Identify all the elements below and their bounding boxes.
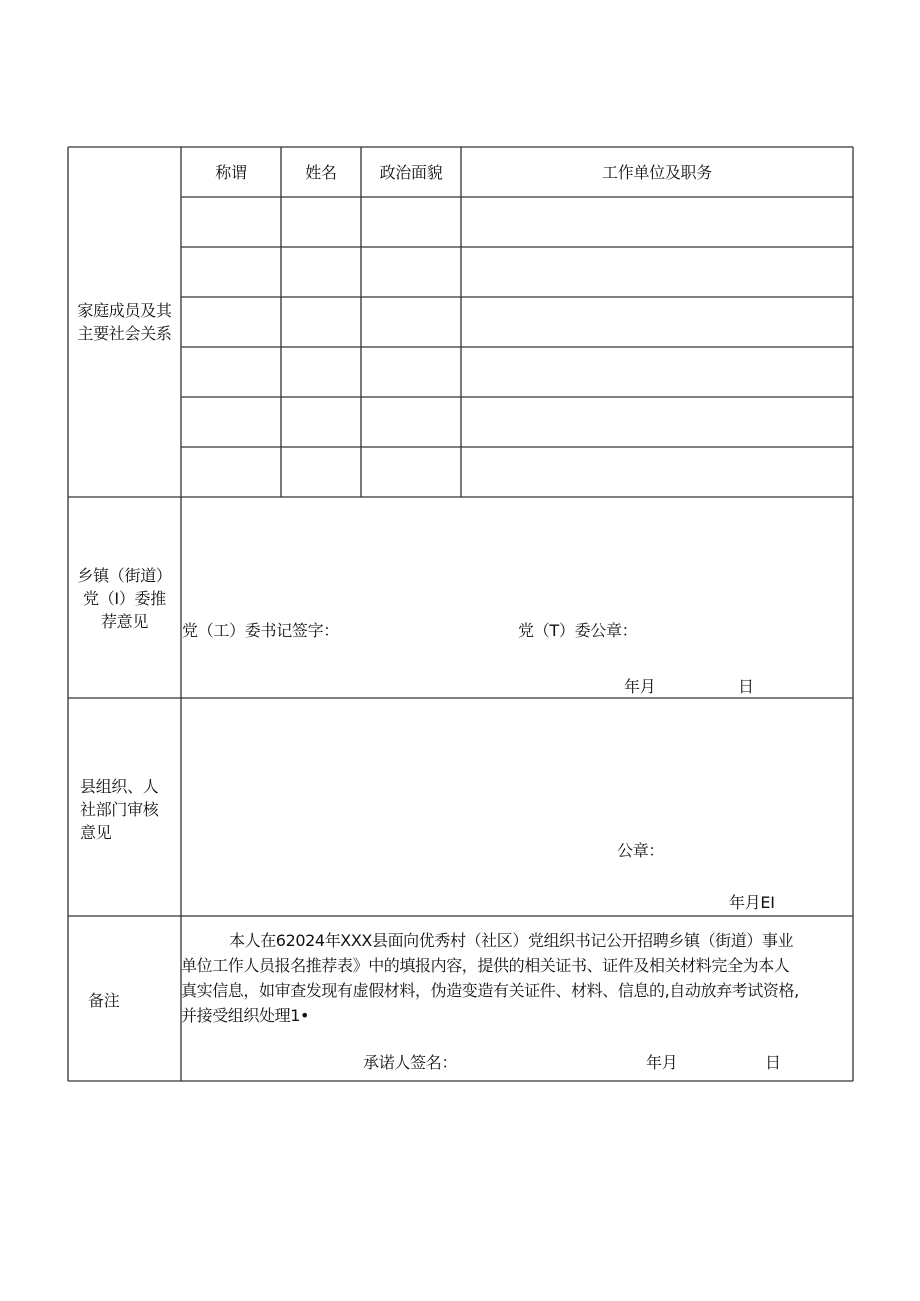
- township-section-label: [68, 564, 181, 633]
- secretary-signature-label: 党（工）委书记签字：: [182, 621, 340, 640]
- statement-line-2: 单位工作人员报名推荐表》中的填报内容，提供的相关证书、证件及相关材料完全为本人: [181, 956, 790, 975]
- county-label-line-2: 社部门审核: [80, 800, 159, 819]
- township-label-line-3: 荐意见: [100, 612, 149, 631]
- county-label-line-3: 意见: [80, 823, 112, 842]
- family-section-label: [68, 299, 181, 345]
- family-label-line-1: 家庭成员及其: [77, 301, 172, 320]
- remarks-date-year-month: 年月: [646, 1053, 678, 1072]
- promisor-signature-label: 承诺人签名：: [363, 1053, 458, 1072]
- county-seal-label: 公章：: [617, 841, 665, 860]
- statement-line-4: 并接受组织处理1•: [181, 1006, 310, 1025]
- township-label-line-1: 乡镇（街道）: [77, 566, 172, 585]
- header-political-status: 政治面貌: [379, 163, 443, 182]
- header-workplace-position: 工作单位及职务: [602, 163, 712, 182]
- county-label-line-1: 县组织、人: [80, 777, 159, 796]
- township-date-day: 日: [738, 677, 754, 696]
- county-section-label: [80, 775, 180, 844]
- township-label-line-2: 党（I）委推: [83, 589, 166, 608]
- township-date-year-month: 年月: [624, 677, 656, 696]
- remarks-date-day: 日: [765, 1053, 781, 1072]
- statement-line-1: 本人在62024年XXX县面向优秀村（社区）党组织书记公开招聘乡镇（街道）事业: [229, 931, 794, 950]
- family-label-line-2: 主要社会关系: [77, 324, 172, 343]
- party-seal-label: 党（T）委公章：: [518, 621, 638, 640]
- header-name: 姓名: [305, 163, 337, 182]
- header-title: 称谓: [215, 163, 247, 182]
- county-date: 年月EI: [729, 893, 775, 912]
- statement-line-3: 真实信息，如审查发现有虚假材料，伪造变造有关证件、材料、信息的,自动放弃考试资格,: [181, 981, 799, 1000]
- remarks-label: 备注: [88, 991, 120, 1010]
- commitment-statement: [181, 928, 853, 1028]
